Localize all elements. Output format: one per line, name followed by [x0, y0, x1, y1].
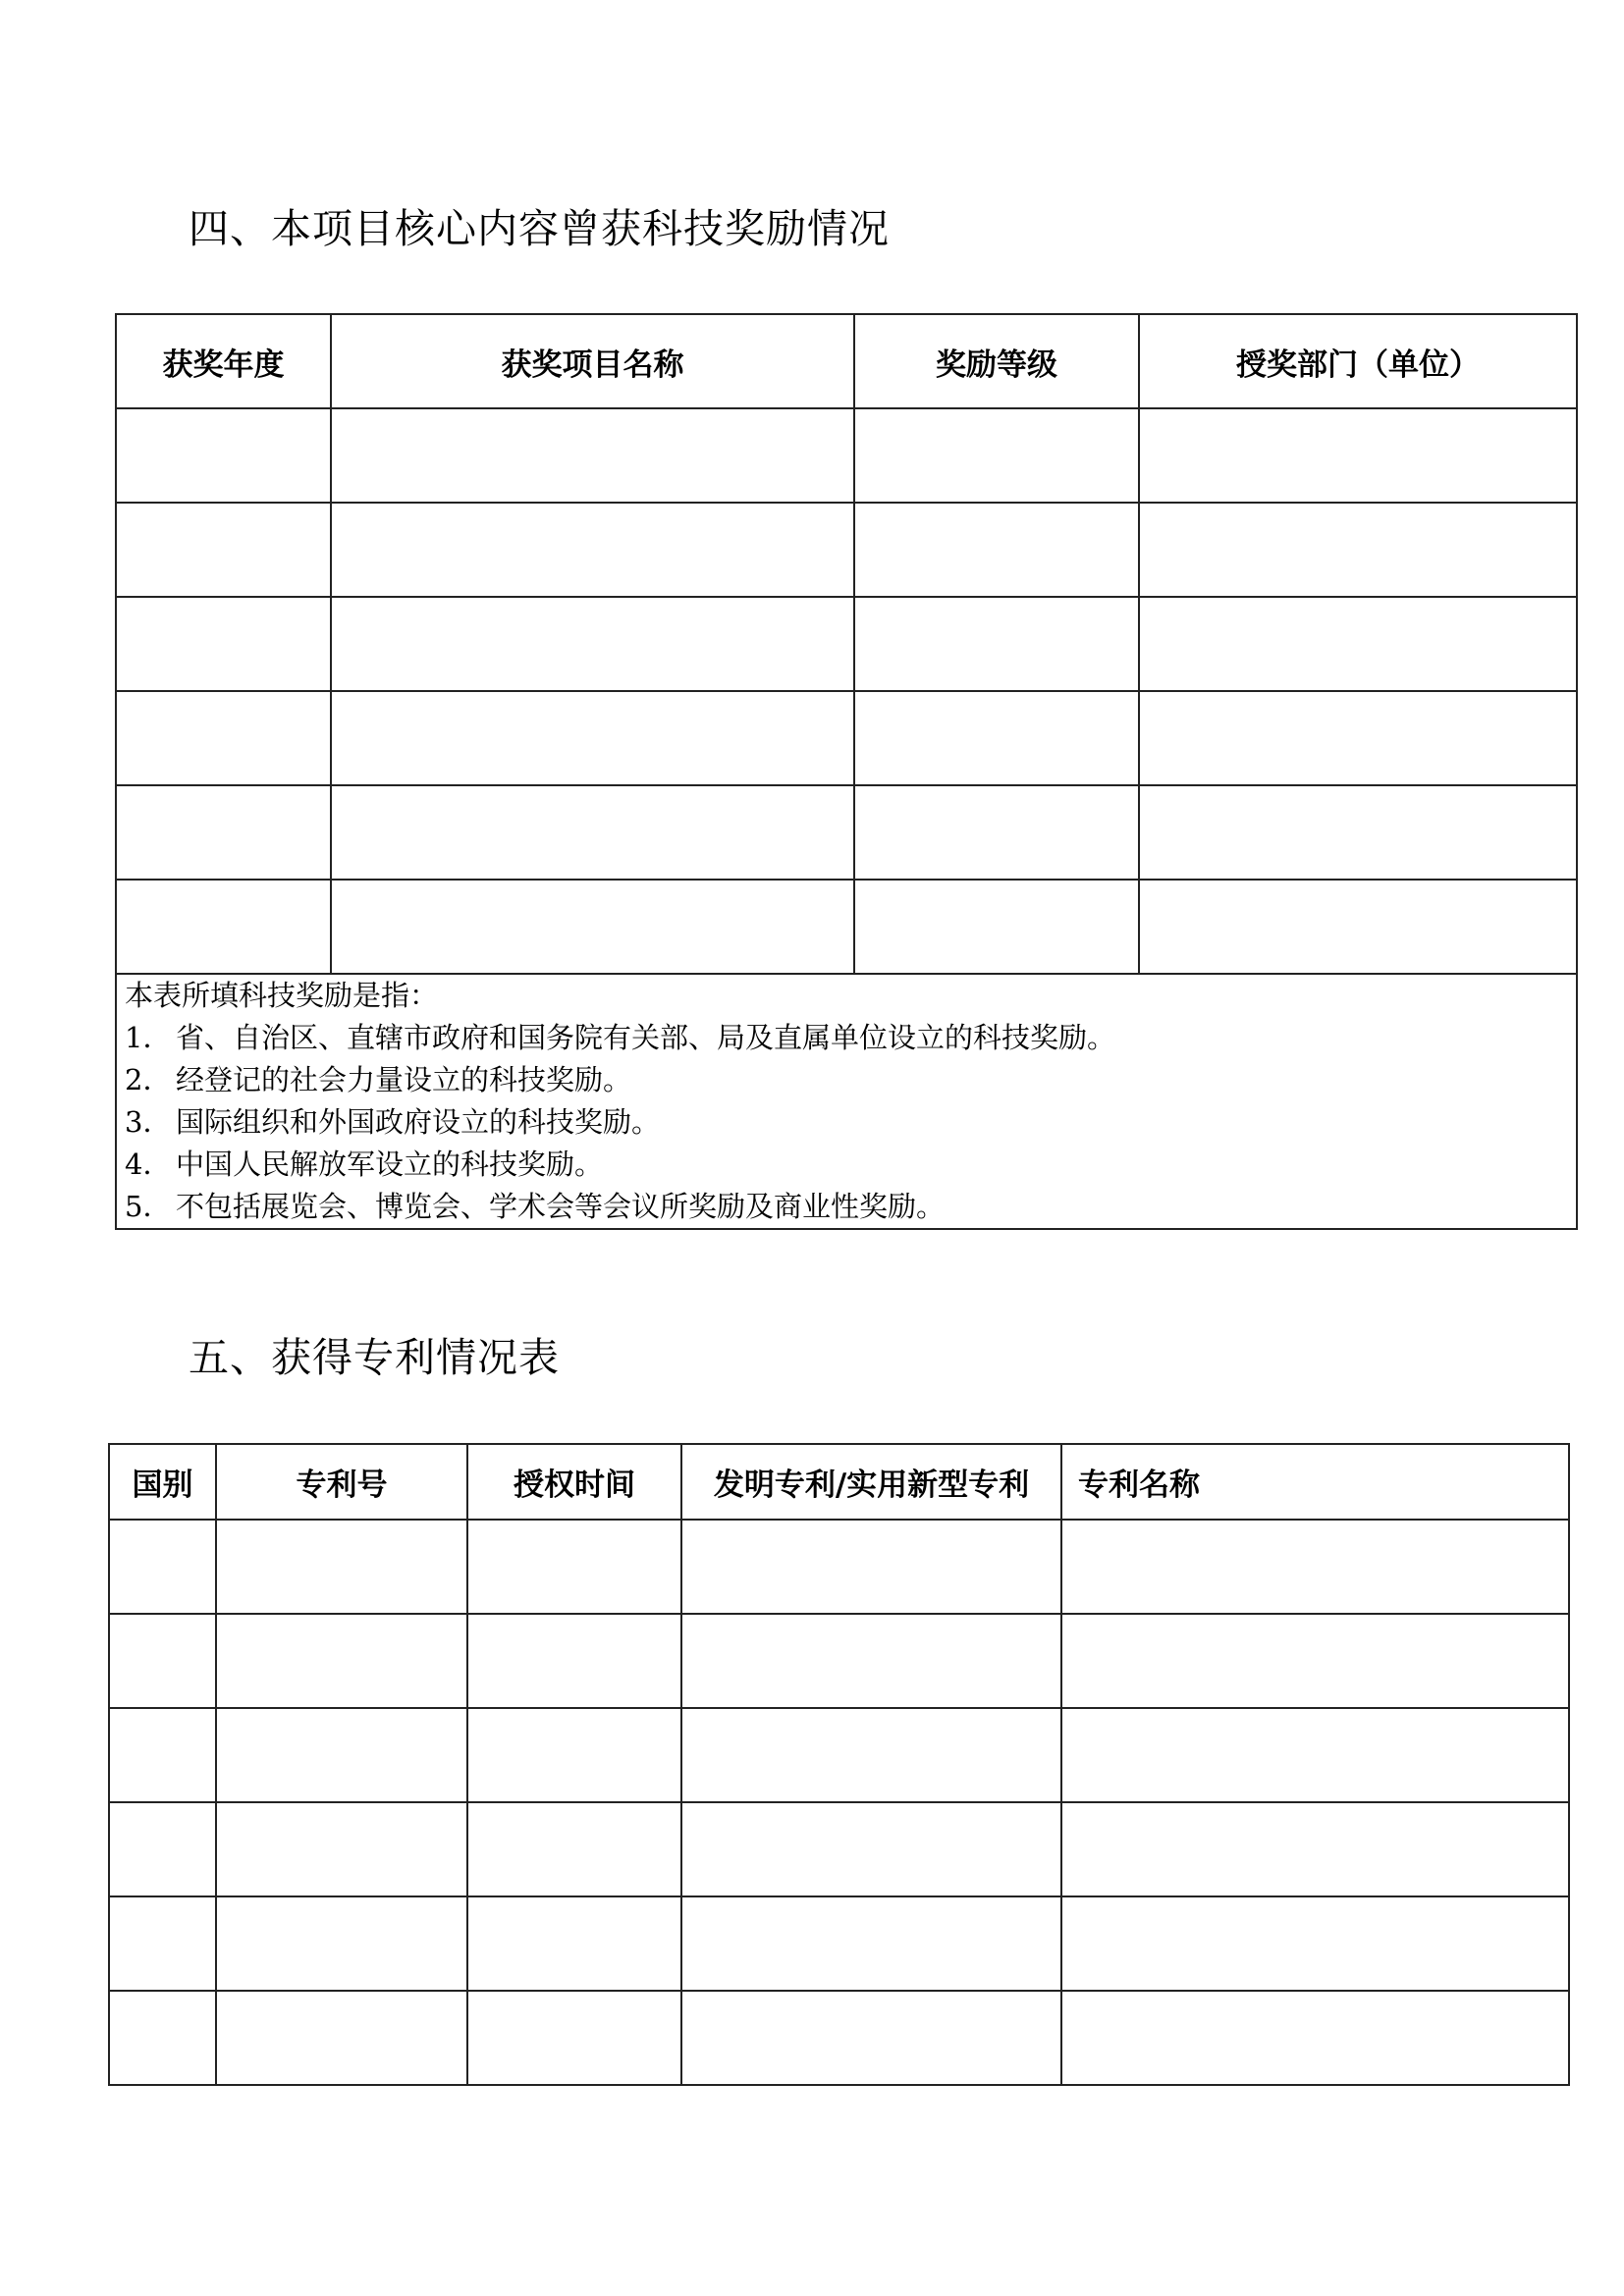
- award-project-name-cell[interactable]: [331, 597, 854, 691]
- patent-type-cell[interactable]: [681, 1896, 1061, 1991]
- patent-name-cell[interactable]: [1061, 1802, 1569, 1896]
- award-level-cell[interactable]: [854, 880, 1139, 974]
- patent-name-cell[interactable]: [1061, 1614, 1569, 1708]
- note-item: [125, 1017, 1576, 1059]
- award-department-cell[interactable]: [1139, 503, 1577, 597]
- patent-number-cell[interactable]: [216, 1708, 467, 1802]
- section-5-title: 五、获得专利情况表: [189, 1334, 560, 1381]
- patents-table: [108, 1443, 1570, 2086]
- patent-number-cell[interactable]: [216, 1614, 467, 1708]
- award-level-cell[interactable]: [854, 503, 1139, 597]
- patent-type-cell[interactable]: [681, 1520, 1061, 1614]
- country-cell[interactable]: [109, 1708, 216, 1802]
- patent-type-cell[interactable]: [681, 1802, 1061, 1896]
- award-department-cell[interactable]: [1139, 408, 1577, 503]
- patent-number-cell[interactable]: [216, 1520, 467, 1614]
- award-level-cell[interactable]: [854, 785, 1139, 880]
- patent-number-cell[interactable]: [216, 1991, 467, 2085]
- award-department-cell[interactable]: [1139, 691, 1577, 785]
- notes-intro: 本表所填科技奖励是指：: [125, 979, 439, 1012]
- grant-date-cell[interactable]: [467, 1991, 681, 2085]
- grant-date-cell[interactable]: [467, 1802, 681, 1896]
- note-number: 1．: [125, 1021, 172, 1054]
- header-country: 国别: [109, 1444, 216, 1520]
- award-year-cell[interactable]: [116, 691, 331, 785]
- patent-name-cell[interactable]: [1061, 1520, 1569, 1614]
- note-text: 省、自治区、直辖市政府和国务院有关部、局及直属单位设立的科技奖励。: [176, 1021, 1116, 1054]
- note-text: 国际组织和外国政府设立的科技奖励。: [176, 1105, 661, 1139]
- patent-type-cell[interactable]: [681, 1991, 1061, 2085]
- patent-type-cell[interactable]: [681, 1708, 1061, 1802]
- note-number: 2．: [125, 1063, 172, 1096]
- awards-notes-row: [116, 974, 1577, 1229]
- header-award-level: 奖励等级: [854, 314, 1139, 408]
- country-cell[interactable]: [109, 1802, 216, 1896]
- header-patent-type: 发明专利/实用新型专利: [681, 1444, 1061, 1520]
- awards-row: [116, 503, 1577, 597]
- header-patent-number: 专利号: [216, 1444, 467, 1520]
- patents-row: [109, 1708, 1569, 1802]
- patents-row: [109, 1520, 1569, 1614]
- header-award-department: 授奖部门（单位）: [1139, 314, 1577, 408]
- header-award-project-name: 获奖项目名称: [331, 314, 854, 408]
- patents-row: [109, 1991, 1569, 2085]
- patent-name-cell[interactable]: [1061, 1708, 1569, 1802]
- patents-row: [109, 1896, 1569, 1991]
- awards-notes: [116, 974, 1577, 1229]
- patents-header-row: [109, 1444, 1569, 1520]
- grant-date-cell[interactable]: [467, 1896, 681, 1991]
- patent-type-cell[interactable]: [681, 1614, 1061, 1708]
- patent-name-cell[interactable]: [1061, 1896, 1569, 1991]
- note-item: [125, 1186, 1576, 1228]
- awards-row: [116, 691, 1577, 785]
- awards-row: [116, 880, 1577, 974]
- award-department-cell[interactable]: [1139, 785, 1577, 880]
- section-4-title: 四、本项目核心内容曾获科技奖励情况: [189, 205, 890, 252]
- header-grant-date: 授权时间: [467, 1444, 681, 1520]
- award-level-cell[interactable]: [854, 408, 1139, 503]
- note-number: 4．: [125, 1148, 172, 1181]
- country-cell[interactable]: [109, 1520, 216, 1614]
- award-project-name-cell[interactable]: [331, 503, 854, 597]
- header-award-year: 获奖年度: [116, 314, 331, 408]
- patent-name-cell[interactable]: [1061, 1991, 1569, 2085]
- patent-number-cell[interactable]: [216, 1896, 467, 1991]
- note-number: 5．: [125, 1190, 172, 1223]
- patents-row: [109, 1614, 1569, 1708]
- award-year-cell[interactable]: [116, 503, 331, 597]
- country-cell[interactable]: [109, 1896, 216, 1991]
- grant-date-cell[interactable]: [467, 1614, 681, 1708]
- award-project-name-cell[interactable]: [331, 408, 854, 503]
- award-year-cell[interactable]: [116, 408, 331, 503]
- patents-row: [109, 1802, 1569, 1896]
- award-year-cell[interactable]: [116, 785, 331, 880]
- country-cell[interactable]: [109, 1991, 216, 2085]
- awards-row: [116, 785, 1577, 880]
- note-item: [125, 1059, 1576, 1101]
- award-department-cell[interactable]: [1139, 880, 1577, 974]
- note-text: 不包括展览会、博览会、学术会等会议所奖励及商业性奖励。: [176, 1190, 946, 1223]
- awards-header-row: [116, 314, 1577, 408]
- country-cell[interactable]: [109, 1614, 216, 1708]
- awards-row: [116, 597, 1577, 691]
- award-project-name-cell[interactable]: [331, 691, 854, 785]
- grant-date-cell[interactable]: [467, 1708, 681, 1802]
- award-department-cell[interactable]: [1139, 597, 1577, 691]
- note-item: [125, 1144, 1576, 1186]
- award-level-cell[interactable]: [854, 691, 1139, 785]
- award-project-name-cell[interactable]: [331, 880, 854, 974]
- grant-date-cell[interactable]: [467, 1520, 681, 1614]
- award-year-cell[interactable]: [116, 880, 331, 974]
- award-level-cell[interactable]: [854, 597, 1139, 691]
- note-number: 3．: [125, 1105, 172, 1139]
- awards-row: [116, 408, 1577, 503]
- header-patent-name: 专利名称: [1061, 1444, 1569, 1520]
- award-project-name-cell[interactable]: [331, 785, 854, 880]
- note-item: [125, 1101, 1576, 1144]
- note-text: 经登记的社会力量设立的科技奖励。: [176, 1063, 632, 1096]
- awards-table: [115, 313, 1578, 1230]
- award-year-cell[interactable]: [116, 597, 331, 691]
- note-text: 中国人民解放军设立的科技奖励。: [176, 1148, 604, 1181]
- patent-number-cell[interactable]: [216, 1802, 467, 1896]
